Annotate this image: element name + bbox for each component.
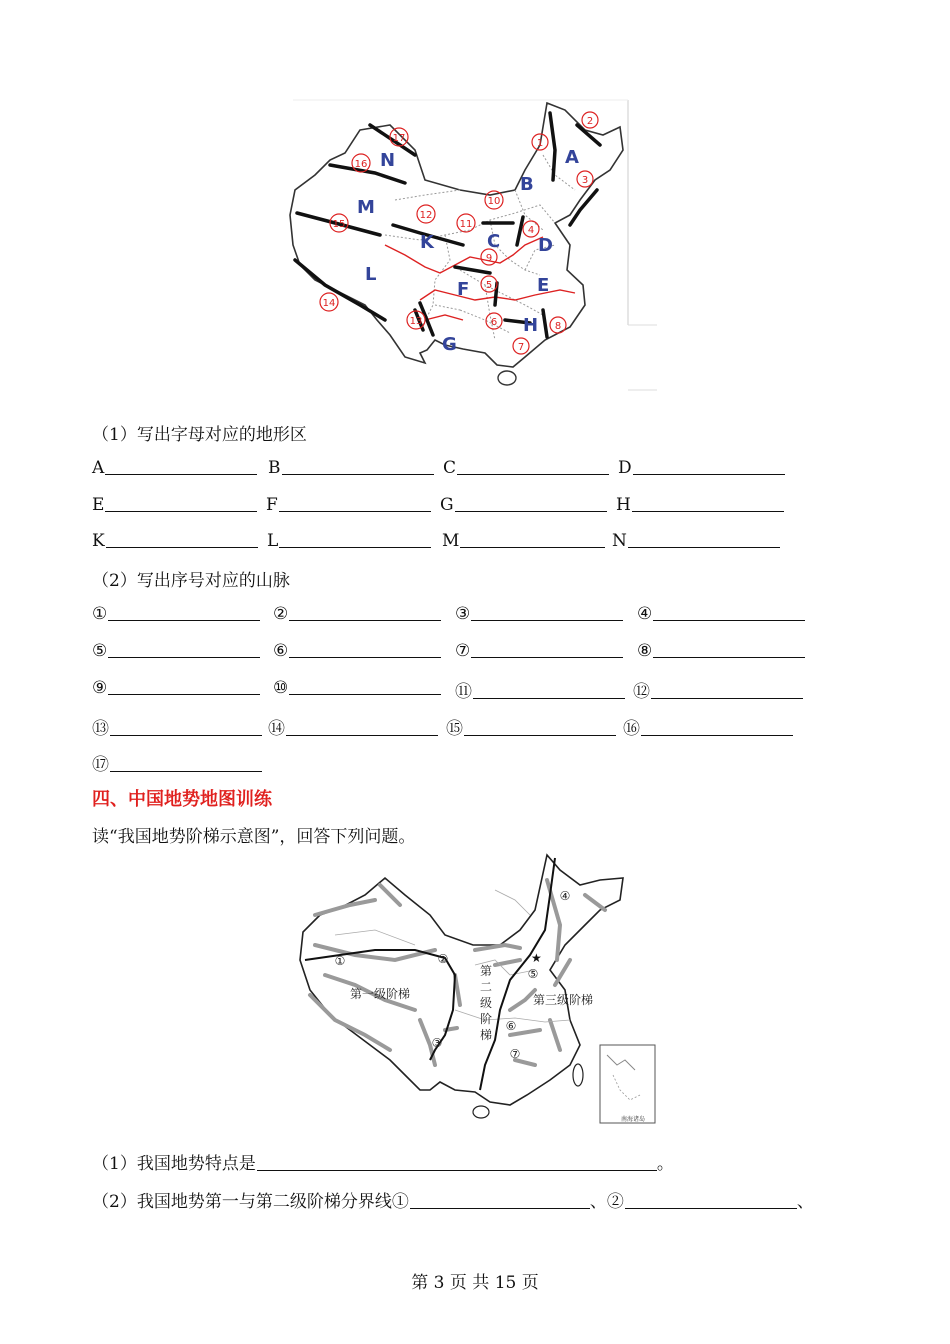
blank-N[interactable]: N	[612, 530, 780, 551]
blank-C[interactable]: C	[443, 457, 609, 478]
q-step-boundary: （2）我国地势第一与第二级阶梯分界线① 、② 、	[92, 1192, 814, 1212]
mountain-4: 4	[527, 225, 535, 236]
mountain-15: 15	[332, 219, 346, 230]
mountain-3: 3	[581, 175, 589, 186]
q1-prompt: （1）写出字母对应的地形区	[92, 425, 307, 445]
mountain-11: 11	[459, 219, 473, 230]
boundary-4: ④	[559, 889, 571, 903]
blank-H[interactable]: H	[616, 494, 784, 515]
terrain-map	[285, 95, 665, 395]
step3-label: 第三级阶梯	[533, 993, 594, 1007]
terrain-feature-blank[interactable]	[257, 1153, 657, 1171]
mountain-10: 10	[487, 196, 501, 207]
boundary-3: ③	[431, 1036, 443, 1050]
blank-K[interactable]: K	[92, 530, 258, 551]
blank-m6[interactable]: ⑥	[273, 640, 441, 661]
mountain-8: 8	[554, 321, 562, 332]
blank-F[interactable]: F	[266, 494, 431, 515]
boundary-1: ①	[334, 954, 346, 968]
blank-L[interactable]: L	[267, 530, 431, 551]
section-instruction: 读“我国地势阶梯示意图”，回答下列问题。	[92, 827, 416, 847]
page-footer: 第 3 页 共 15 页	[411, 1273, 539, 1293]
letter-D: D	[538, 235, 553, 256]
step2-char-1: 第	[480, 964, 493, 978]
letter-H: H	[523, 315, 539, 336]
blank-E[interactable]: E	[92, 494, 257, 515]
mountain-9: 9	[485, 253, 493, 264]
mountain-2: 2	[586, 116, 594, 127]
boundary-5: ⑤	[527, 967, 539, 981]
section-heading: 四、中国地势地图训练	[92, 789, 272, 810]
blank-B[interactable]: B	[268, 457, 434, 478]
letter-C: C	[487, 231, 501, 252]
blank-m8[interactable]: ⑧	[637, 640, 805, 661]
step1-label: 第一级阶梯	[350, 987, 411, 1001]
blank-m5[interactable]: ⑤	[92, 640, 260, 661]
step2-char-5: 梯	[480, 1028, 493, 1042]
blank-M[interactable]: M	[442, 530, 605, 551]
blank-D[interactable]: D	[618, 457, 785, 478]
letter-N: N	[380, 150, 396, 171]
blank-G[interactable]: G	[440, 494, 607, 515]
mountain-5: 5	[485, 280, 493, 291]
mountain-12: 12	[419, 210, 433, 221]
mountain-17: 17	[392, 133, 406, 144]
boundary-blank-2[interactable]	[625, 1191, 797, 1209]
blank-m13[interactable]: ⑬	[92, 714, 262, 739]
boundary-blank-1[interactable]	[410, 1191, 590, 1209]
inset-label: 南海诸岛	[621, 1116, 646, 1123]
letter-K: K	[420, 232, 434, 253]
blank-m1[interactable]: ①	[92, 603, 260, 624]
capital-star: ★	[531, 951, 542, 965]
blank-m2[interactable]: ②	[273, 603, 441, 624]
blank-m14[interactable]: ⑭	[268, 714, 438, 739]
boundary-7: ⑦	[509, 1047, 521, 1061]
blank-m9[interactable]: ⑨	[92, 677, 260, 698]
step2-char-2: 二	[480, 980, 493, 994]
letter-F: F	[457, 279, 470, 300]
boundary-6: ⑥	[505, 1019, 517, 1033]
q2-prompt: （2）写出序号对应的山脉	[92, 571, 290, 591]
mountain-1: 1	[536, 138, 544, 149]
mountain-14: 14	[322, 298, 336, 309]
mountain-16: 16	[354, 159, 368, 170]
letter-B: B	[520, 174, 534, 195]
q-terrain-feature: （1）我国地势特点是 。	[92, 1154, 674, 1174]
blank-m3[interactable]: ③	[455, 603, 623, 624]
blank-m12[interactable]: ⑫	[633, 677, 803, 702]
blank-m17[interactable]: ⑰	[92, 750, 262, 775]
blank-m10[interactable]: ⑩	[273, 677, 441, 698]
boundary-2: ②	[437, 952, 449, 966]
blank-A[interactable]: A	[92, 457, 257, 478]
blank-m16[interactable]: ⑯	[623, 714, 793, 739]
china-outline	[290, 103, 623, 367]
step2-char-4: 阶	[480, 1012, 493, 1026]
blank-m15[interactable]: ⑮	[446, 714, 616, 739]
letter-E: E	[537, 275, 550, 296]
mountain-13: 13	[409, 316, 423, 327]
letter-L: L	[365, 264, 377, 285]
letter-M: M	[357, 197, 375, 218]
blank-m4[interactable]: ④	[637, 603, 805, 624]
mountain-7: 7	[517, 342, 525, 353]
letter-A: A	[565, 147, 579, 168]
mountain-6: 6	[490, 317, 498, 328]
terrain-steps-map	[295, 850, 665, 1130]
letter-G: G	[442, 334, 457, 355]
blank-m11[interactable]: ⑪	[455, 677, 625, 702]
step2-char-3: 级	[480, 996, 493, 1010]
blank-m7[interactable]: ⑦	[455, 640, 623, 661]
